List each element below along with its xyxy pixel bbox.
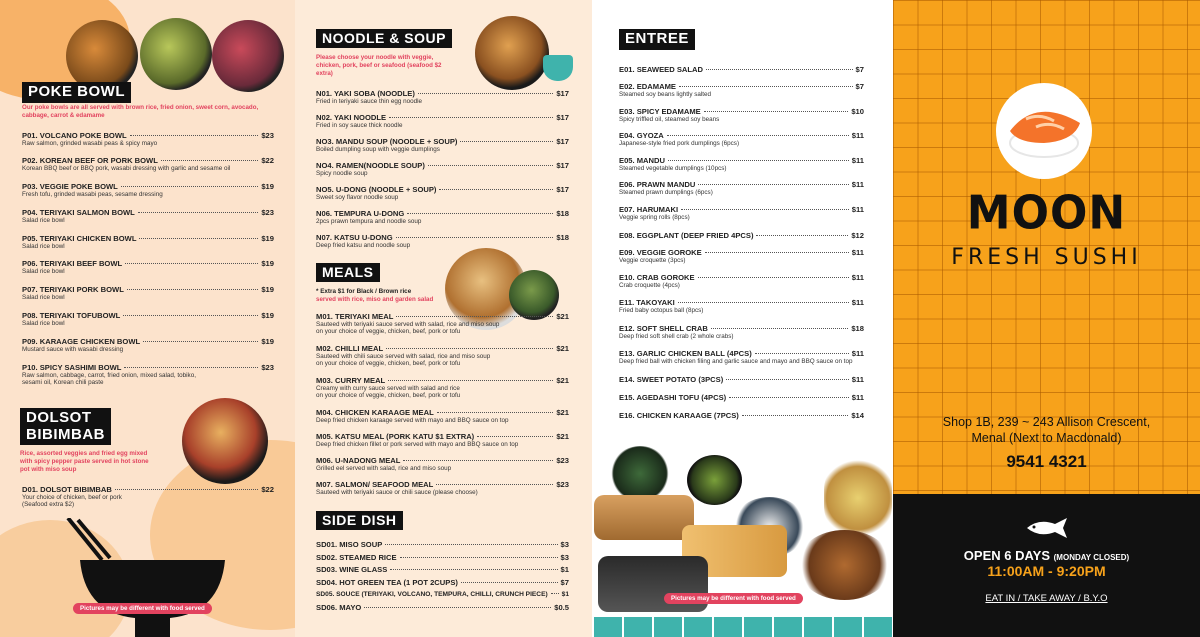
noodle-photo — [475, 16, 549, 90]
menu-item: N01. YAKI SOBA (NOODLE) $17 Fried in teriyaki sauce thin egg noodle — [316, 89, 569, 105]
menu-item: E02. EDAMAME $7 Steamed soy beans lightly salted — [619, 82, 864, 98]
menu-item: E10. CRAB GOROKE $11 Crab croquette (4pcs) — [619, 273, 864, 289]
menu-item: NO5. U-DONG (NOODLE + SOUP) $17 Sweet soy flavor noodle soup — [316, 185, 569, 201]
section-title-noodle: NOODLE & SOUP — [316, 29, 452, 48]
menu-item: P06. TERIYAKI BEEF BOWL $19 Salad rice bowl — [22, 259, 274, 275]
menu-item: M02. CHILLI MEAL $21 Sauteed with chili sauce served with salad, rice and miso soup on your choice of veggie, chicken, beef, pork or tofu — [316, 344, 569, 368]
menu-item: M05. KATSU MEAL (PORK KATU $1 EXTRA) $21 Deep fried chicken fillet or pork served with mayo and BBQ sauce on top — [316, 432, 569, 448]
menu-item: SD03. WINE GLASS $1 — [316, 565, 569, 574]
menu-item: N06. TEMPURA U-DONG $18 2pcs prawn tempura and noodle soup — [316, 209, 569, 225]
menu-item: P07. TERIYAKI PORK BOWL $19 Salad rice bowl — [22, 285, 274, 301]
menu-item: E04. GYOZA $11 Japanese-style fried pork dumplings (6pcs) — [619, 131, 864, 147]
menu-item: E11. TAKOYAKI $11 Fried baby octopus ball (8pcs) — [619, 298, 864, 314]
noodle-bowl-icon — [543, 55, 573, 81]
menu-item: P08. TERIYAKI TOFUBOWL $19 Salad rice bowl — [22, 311, 274, 327]
address: Shop 1B, 239 ~ 243 Allison Crescent, Menal (Next to Macdonald) — [942, 415, 1151, 445]
poke-bowl-photo — [212, 20, 284, 92]
brand-panel — [893, 0, 1200, 637]
edamame-photo — [687, 455, 742, 505]
service-options: EAT IN / TAKE AWAY / B.Y.O — [985, 593, 1108, 604]
menu-item: D01. DOLSOT BIBIMBAB $22 Your choice of chicken, beef or pork (Seafood extra $2) — [22, 485, 274, 509]
menu-item: P04. TERIYAKI SALMON BOWL $23 Salad rice bowl — [22, 208, 274, 224]
poke-note: Our poke bowls are all served with brown rice, fried onion, sweet corn, avocado, cabbage, carrot & edamame — [22, 104, 259, 119]
menu-item: P02. KOREAN BEEF OR PORK BOWL $22 Korean BBQ beef or BBQ pork, wasabi dressing with garlic and sesame oil — [22, 156, 274, 172]
disclaimer-pill: Pictures may be different with food served — [73, 603, 212, 614]
section-title-entree: ENTREE — [619, 29, 695, 50]
section-title-side: SIDE DISH — [316, 511, 403, 530]
menu-item: P01. VOLCANO POKE BOWL $23 Raw salmon, grinded wasabi peas & spicy mayo — [22, 131, 274, 147]
menu-item: E05. MANDU $11 Steamed vegetable dumplings (10pcs) — [619, 156, 864, 172]
menu-item: SD01. MISO SOUP $3 — [316, 540, 569, 549]
menu-item: E06. PRAWN MANDU $11 Steamed prawn dumplings (6pcs) — [619, 180, 864, 196]
seaweed-salad-photo — [610, 446, 670, 501]
hours-box — [893, 494, 1200, 637]
menu-item: E14. SWEET POTATO (3PCS) $11 — [619, 375, 864, 384]
brand-subtitle: FRESH SUSHI — [951, 245, 1142, 270]
meals-note: * Extra $1 for Black / Brown rice — [316, 288, 412, 295]
menu-item: M04. CHICKEN KARAAGE MEAL $21 Deep fried chicken karaage served with mayo and BBQ sauce on top — [316, 408, 569, 424]
meals-note: served with rice, miso and garden salad — [316, 296, 434, 303]
menu-item: E09. VEGGIE GOROKE $11 Veggie croquette (3pcs) — [619, 248, 864, 264]
menu-item: E16. CHICKEN KARAAGE (7PCS) $14 — [619, 411, 864, 420]
section-title-poke: POKE BOWL — [22, 82, 131, 103]
menu-item: P03. VEGGIE POKE BOWL $19 Fresh tofu, grinded wasabi peas, sesame dressing — [22, 182, 274, 198]
noodle-panel — [295, 0, 592, 637]
open-days: OPEN 6 DAYS (MONDAY CLOSED) — [963, 548, 1130, 563]
disclaimer-pill: Pictures may be different with food served — [664, 593, 803, 604]
menu-item: E03. SPICY EDAMAME $10 Spicy triffled oil, steamed soy beans — [619, 107, 864, 123]
menu-item: P10. SPICY SASHIMI BOWL $23 Raw salmon, cabbage, carrot, fried onion, mixed salad, tobiko, sesami oil, Korean chili paste — [22, 363, 274, 387]
dolsot-note: Rice, assorted veggies and fried egg mixed with spicy pepper paste served in hot stone pot with miso soup — [20, 450, 149, 473]
menu-item: E07. HARUMAKI $11 Veggie spring rolls (8pcs) — [619, 205, 864, 221]
menu-item: M03. CURRY MEAL $21 Creamy with curry sauce served with salad and rice on your choice of veggie, chicken, beef, pork or tofu — [316, 376, 569, 400]
menu-item: SD02. STEAMED RICE $3 — [316, 552, 569, 562]
menu-item: P05. TERIYAKI CHICKEN BOWL $19 Salad rice bowl — [22, 234, 274, 250]
poke-bowl-photo — [140, 18, 212, 90]
opening-hours: 11:00AM - 9:20PM — [987, 563, 1106, 579]
poke-panel — [0, 0, 295, 637]
brand-name: MOON — [966, 186, 1127, 241]
menu-item: M07. SALMON/ SEAFOOD MEAL $23 Sauteed with teriyaki sauce or chili sauce (please choose) — [316, 480, 569, 496]
menu-item: M06. U-NADONG MEAL $23 Grilled eel served with salad, rice and miso soup — [316, 456, 569, 472]
menu-item: P09. KARAAGE CHICKEN BOWL $19 Mustard sauce with wasabi dressing — [22, 337, 274, 353]
menu-item: E08. EGGPLANT (DEEP FRIED 4PCS) $12 — [619, 231, 864, 240]
decor-stripe — [592, 617, 893, 637]
noodle-bowl-graphic — [50, 518, 250, 637]
menu-item: E15. AGEDASHI TOFU (4PCS) $11 — [619, 393, 864, 402]
gyoza-photo — [594, 495, 694, 540]
bibimbab-photo — [182, 398, 268, 484]
menu-item: NO3. MANDU SOUP (NOODLE + SOUP) $17 Boiled dumpling soup with veggie dumplings — [316, 137, 569, 153]
menu-item: SD06. MAYO $0.5 — [316, 602, 569, 612]
menu-item: E01. SEAWEED SALAD $7 — [619, 65, 864, 74]
menu-item: NO4. RAMEN(NOODLE SOUP) $17 Spicy noodle soup — [316, 161, 569, 177]
menu-item: E12. SOFT SHELL CRAB $18 Deep fried soft shell crab (2 whole crabs) — [619, 324, 864, 340]
section-title-dolsot: DOLSOT BIBIMBAB — [20, 408, 111, 445]
karaage-photo — [797, 530, 892, 600]
menu-item: N07. KATSU U-DONG $18 Deep fried katsu and noodle soup — [316, 233, 569, 249]
menu-item: N02. YAKI NOODLE $17 Fried in soy sauce thick noodle — [316, 113, 569, 129]
sushi-logo-icon — [996, 83, 1092, 179]
phone-number[interactable]: 9541 4321 — [1006, 452, 1087, 471]
eggplant-photo — [824, 458, 892, 538]
fish-icon — [1023, 518, 1069, 538]
menu-item: M01. TERIYAKI MEAL $21 Sauteed with teriyaki sauce served with salad, rice and miso soup on your choice of veggie, chicken, beef, pork or tofu — [316, 312, 569, 336]
entree-panel — [592, 0, 893, 637]
menu-item: E13. GARLIC CHICKEN BALL (4PCS) $11 Deep fried ball with chicken filing and garlic sauce and mayo and BBQ sauce on top — [619, 349, 864, 365]
noodle-note: Please choose your noodle with veggie, chicken, pork, beef or seafood (seafood $2 extra) — [316, 54, 442, 77]
menu-item: SD04. HOT GREEN TEA (1 POT 2CUPS) $7 — [316, 577, 569, 587]
section-title-meals: MEALS — [316, 263, 380, 282]
menu-item: SD05. SOUCE (TERIYAKI, VOLCANO, TEMPURA, CHILLI, CRUNCH PIECE) $1 — [316, 591, 569, 598]
